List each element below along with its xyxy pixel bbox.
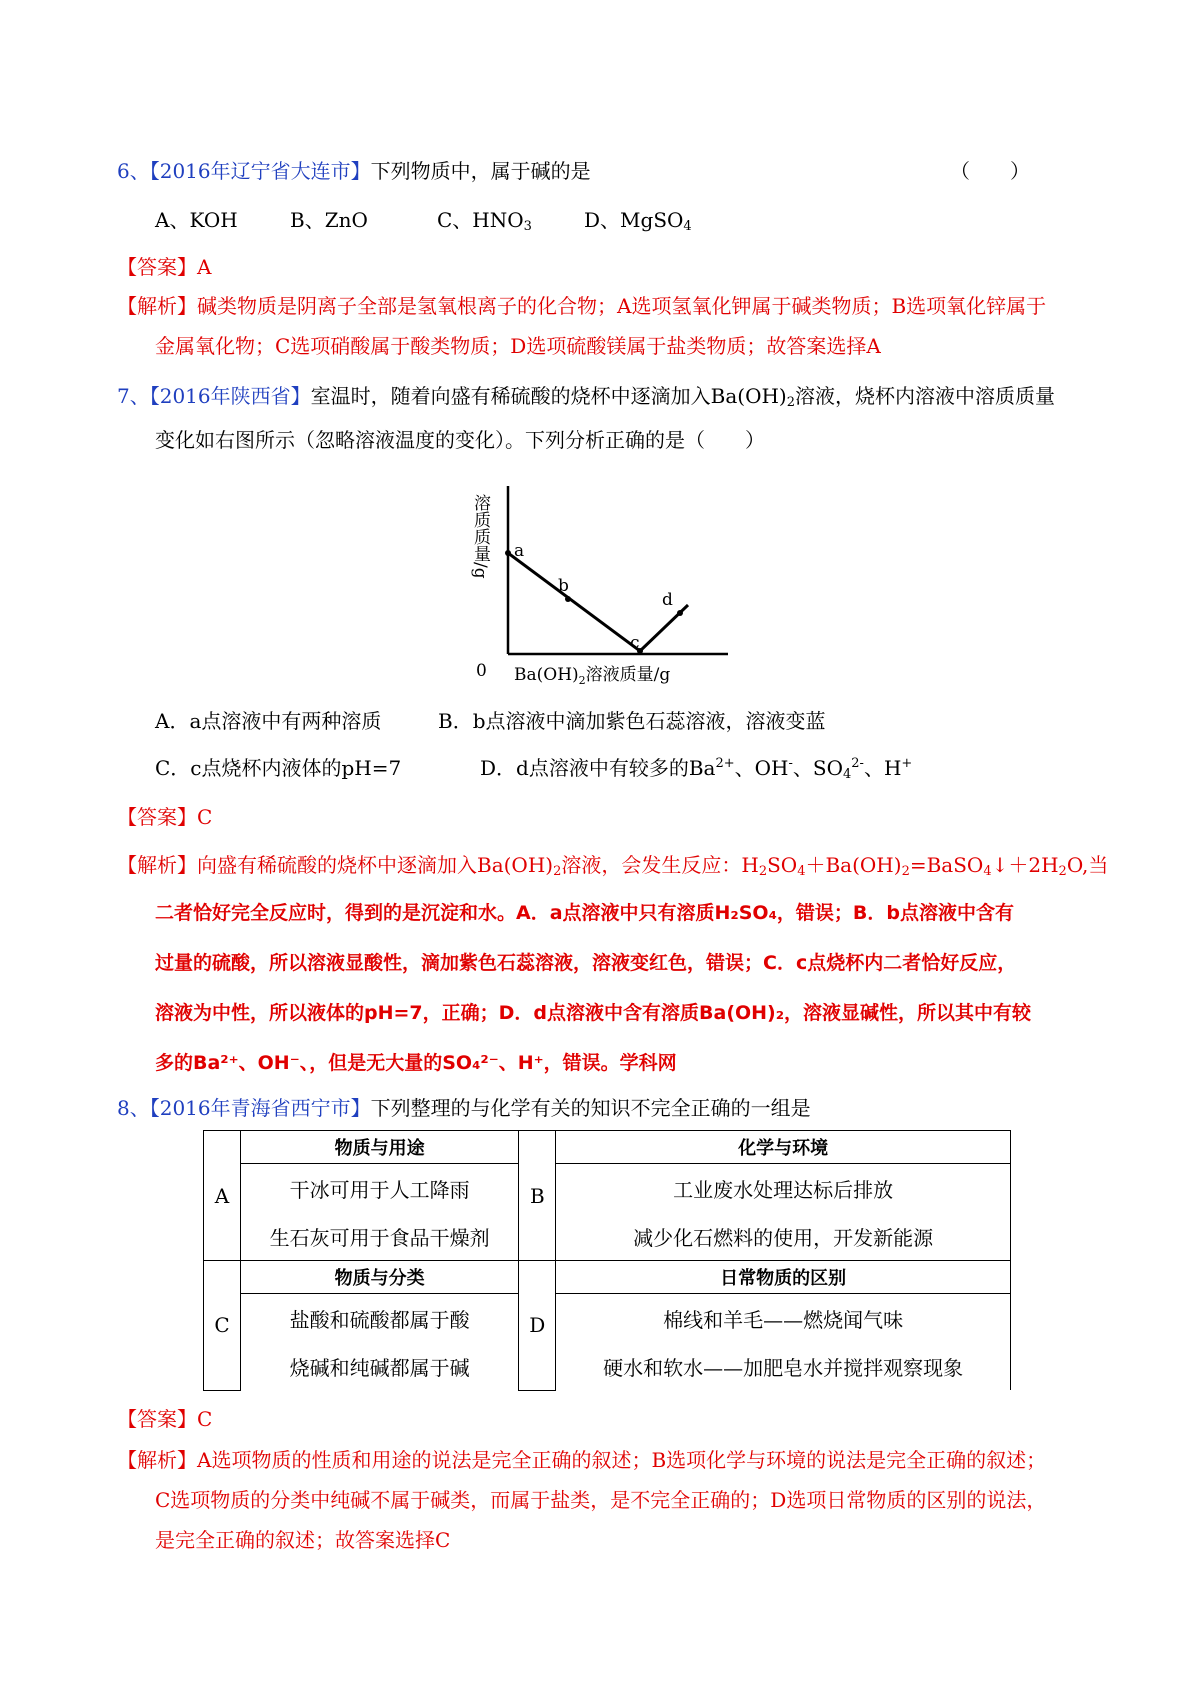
- q6-analysis-line-2: 金属氧化物；C选项硝酸属于酸类物质；D选项硫酸镁属于盐类物质；故答案选择A: [155, 334, 881, 358]
- graph-label-a: a: [514, 541, 525, 561]
- q7-answer-value: C: [197, 805, 213, 829]
- table-label-c: C: [204, 1261, 241, 1391]
- q7-analysis-line-1: [117, 852, 1108, 878]
- table-label-b: B: [519, 1131, 556, 1261]
- q8-answer-value: C: [197, 1407, 213, 1431]
- q7-option-c: C．c点烧杯内液体的pH=7: [155, 756, 402, 780]
- q7-source: 【2016年陕西省】: [149, 384, 311, 408]
- q6-option-c-text: C、HNO: [437, 208, 524, 232]
- table-head-b: 化学与环境: [556, 1131, 1011, 1164]
- q7-option-d-mid1: 、OH: [734, 756, 789, 780]
- table-label-a: A: [204, 1131, 241, 1261]
- q7-stem-line-2: 变化如右图所示（忽略溶液温度的变化）。下列分析正确的是（ ）: [155, 428, 765, 452]
- q6-option-a: A、KOH: [155, 208, 238, 232]
- q7-option-d-sup4: +: [901, 756, 913, 771]
- q8-answer-label: 【答案】: [117, 1407, 197, 1431]
- q7-analysis-1i: 4: [983, 864, 992, 879]
- knowledge-table: [203, 1130, 1011, 1391]
- q6-option-d: [584, 207, 692, 233]
- graph-point-a: [505, 550, 511, 556]
- q7-answer: [117, 804, 212, 830]
- q7-analysis-1j: ↓＋2H: [991, 853, 1059, 877]
- q7-analysis-1g: 2: [901, 864, 910, 879]
- q7-analysis-line-3: 过量的硫酸，所以溶液显酸性，滴加紫色石蕊溶液，溶液变红色，错误；C．c点烧杯内二者恰好反应，: [155, 952, 1017, 974]
- graph-point-b: [565, 596, 571, 602]
- graph-xlabel-post: 溶液质量/g: [585, 665, 671, 685]
- q7-number: 7、: [117, 384, 150, 408]
- q6-option-c-sub: 3: [523, 219, 532, 234]
- q7-analysis-line-4: 溶液为中性，所以液体的pH=7，正确；D．d点溶液中含有溶质Ba(OH)₂，溶液显碱性，所以其中有较: [155, 1002, 1032, 1024]
- q7-analysis-1f: ＋Ba(OH): [805, 853, 902, 877]
- q7-option-a: A．a点溶液中有两种溶质: [155, 709, 382, 733]
- q6-analysis-text-1: 碱类物质是阴离子全部是氢氧根离子的化合物；A选项氢氧化钾属于碱类物质；B选项氧化锌属于: [197, 294, 1047, 318]
- q6-stem-text: 下列物质中，属于碱的是: [370, 159, 591, 183]
- q7-stem-text-1b: 溶液，烧杯内溶液中溶质质量: [795, 384, 1055, 408]
- q7-analysis-1d: SO: [767, 853, 798, 877]
- table-head-d: 日常物质的区别: [556, 1261, 1011, 1294]
- q6-answer-label: 【答案】: [117, 255, 197, 279]
- q7-stem-line-1: [117, 383, 1055, 409]
- q8-stem-text: 下列整理的与化学有关的知识不完全正确的一组是: [370, 1096, 811, 1120]
- q8-source: 【2016年青海省西宁市】: [149, 1096, 371, 1120]
- q8-stem: [117, 1095, 811, 1121]
- q8-analysis-line-3: 是完全正确的叙述；故答案选择C: [155, 1528, 451, 1552]
- table-c-item-1: 盐酸和硫酸都属于酸: [241, 1294, 519, 1343]
- q7-option-b: B．b点溶液中滴加紫色石蕊溶液，溶液变蓝: [438, 709, 826, 733]
- graph-xlabel: [514, 665, 670, 687]
- q8-analysis-line-2: C选项物质的分类中纯碱不属于碱类，而属于盐类，是不完全正确的；D选项日常物质的区别的说法，: [155, 1488, 1047, 1512]
- q7-answer-label: 【答案】: [117, 805, 197, 829]
- q6-paren: （ ）: [950, 159, 1030, 183]
- q7-option-d-sub3: 4: [843, 767, 852, 782]
- q7-analysis-1l: O,当: [1066, 853, 1109, 877]
- q6-number: 6、: [117, 159, 150, 183]
- table-c-item-2: 烧碱和纯碱都属于碱: [241, 1342, 519, 1390]
- q7-stem-sub: 2: [786, 395, 795, 410]
- q8-number: 8、: [117, 1096, 150, 1120]
- q6-analysis-label: 【解析】: [117, 294, 197, 318]
- q7-analysis-1b: 溶液，会发生反应：H: [561, 853, 759, 877]
- table-a-item-2: 生石灰可用于食品干燥剂: [241, 1212, 519, 1261]
- graph-line-down: [508, 553, 640, 651]
- q7-analysis-1c: 2: [758, 864, 768, 879]
- q7-option-d-text: D．d点溶液中有较多的Ba: [480, 756, 716, 780]
- graph-point-d: [677, 610, 683, 616]
- q8-analysis-text-1: A选项物质的性质和用途的说法是完全正确的叙述；B选项化学与环境的说法是完全正确的叙述；: [197, 1448, 1047, 1472]
- table-d-item-1: 棉线和羊毛——燃烧闻气味: [556, 1294, 1011, 1343]
- q8-analysis-label: 【解析】: [117, 1448, 197, 1472]
- q6-answer: [117, 254, 211, 280]
- q7-analysis-1a: 向盛有稀硫酸的烧杯中逐滴加入Ba(OH): [197, 853, 554, 877]
- q6-option-d-sub: 4: [683, 219, 692, 234]
- graph-xlabel-sub: 2: [578, 674, 586, 687]
- graph-label-b: b: [558, 576, 569, 596]
- q6-option-c: [437, 207, 532, 233]
- q7-option-d-mid3: 、H: [863, 756, 902, 780]
- table-label-d: D: [519, 1261, 556, 1391]
- q7-option-d-sup2: -: [788, 756, 793, 771]
- q7-analysis-label: 【解析】: [117, 853, 197, 877]
- q7-option-d-sup3: 2-: [851, 756, 864, 771]
- q7-analysis-line-5: 多的Ba²⁺、OH⁻、，但是无大量的SO₄²⁻、H⁺，错误。学科网: [155, 1052, 677, 1074]
- graph-label-d: d: [662, 590, 673, 610]
- q7-option-d: [480, 755, 912, 781]
- graph-xlabel-pre: Ba(OH): [514, 665, 579, 685]
- q6-source: 【2016年辽宁省大连市】: [149, 159, 371, 183]
- q7-option-d-sup1: 2+: [715, 756, 735, 771]
- q7-analysis-1k: 2: [1058, 864, 1067, 879]
- graph-label-c: c: [630, 633, 640, 653]
- table-b-item-2: 减少化石燃料的使用，开发新能源: [556, 1212, 1011, 1261]
- graph-origin: 0: [476, 661, 487, 681]
- q7-analysis-1h: =BaSO: [909, 853, 984, 877]
- q7-option-d-mid2: 、SO: [792, 756, 843, 780]
- q6-stem: [117, 158, 591, 184]
- table-b-item-1: 工业废水处理达标后排放: [556, 1164, 1011, 1213]
- q8-answer: [117, 1406, 212, 1432]
- q8-analysis-line-1: [117, 1447, 1046, 1473]
- q7-analysis-1e: 4: [797, 864, 806, 879]
- table-d-item-2: 硬水和软水——加肥皂水并搅拌观察现象: [556, 1342, 1011, 1390]
- q6-analysis-line-1: [117, 293, 1046, 319]
- q7-graph: [470, 478, 750, 696]
- graph-ylabel: 溶质质量/g: [470, 494, 490, 579]
- table-a-item-1: 干冰可用于人工降雨: [241, 1164, 519, 1213]
- q6-option-d-text: D、MgSO: [584, 208, 684, 232]
- q6-option-b: B、ZnO: [290, 208, 368, 232]
- q7-analysis-line-2: 二者恰好完全反应时，得到的是沉淀和水。A．a点溶液中只有溶质H₂SO₄，错误；B．b点溶液中含有: [155, 902, 1014, 924]
- table-head-c: 物质与分类: [241, 1261, 519, 1294]
- q7-analysis-1sub: 2: [553, 864, 562, 879]
- q6-answer-value: A: [197, 255, 212, 279]
- table-head-a: 物质与用途: [241, 1131, 519, 1164]
- q7-stem-text-1a: 室温时，随着向盛有稀硫酸的烧杯中逐滴加入Ba(OH): [310, 384, 787, 408]
